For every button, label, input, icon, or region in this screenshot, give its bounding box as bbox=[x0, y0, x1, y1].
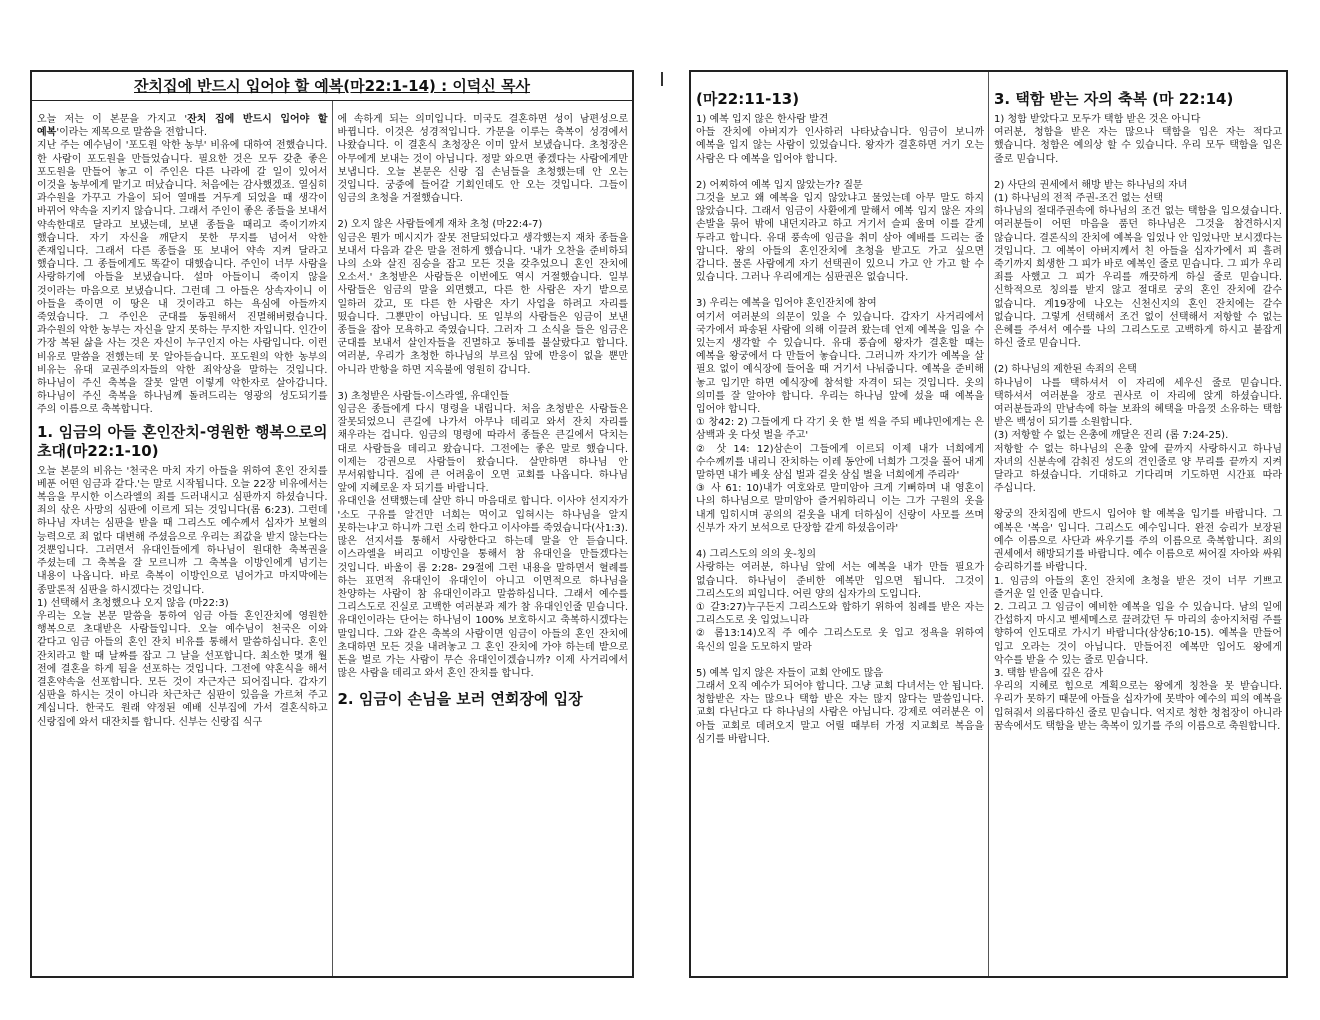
paragraph: 저항할 수 없는 하나님의 은총 앞에 끝까지 사랑하시고 하나님 자녀의 신분속에 감춰진 성도의 견인줄로 양 무리를 끝까지 지켜 달라고 하셨습니다. 기대하고 기다리며 기도하면 시간표 따라 주십니다. bbox=[994, 443, 1282, 495]
intro-text-b: '이라는 제목으로 말씀을 전합니다. bbox=[56, 127, 208, 139]
paragraph: 여기서 여러분의 의문이 있을 수 있습니다. 갑자기 사거리에서 국가에서 파송된 사람에 의해 이끌려 왔는데 언제 예복을 입을 수 있는지 생각할 수 있습니다. 유대 풍습에 왕자가 결혼할 때는 예복을 왕궁에서 다 만들어 놓습니다. 그러니까 자기가 예복을 살 필요 없이 예식장에 들어올 때 거기서 나눠줍니다. 예복을 준비해 놓고 입기만 하면 예식장에 참석할 자격이 되는 것입니다. 옷의 의미를 잘 알아야 합니다. 우리는 하나님 앞에 섰을 때 예복을 입어야 합니다. bbox=[696, 311, 984, 416]
paragraph: 3) 초청받은 사람들-이스라엘, 유대인들 bbox=[337, 390, 509, 402]
paragraph-gap bbox=[338, 205, 629, 218]
paragraph: 3) 우리는 예복을 입어야 혼인잔치에 참여 bbox=[696, 298, 877, 310]
paragraph: 우리의 지혜로 힘으로 계획으로는 왕에게 칭찬을 못 받습니다. 우리가 못하기 때문에 아들을 십자가에 못박아 예수의 피의 예복을 입혀줘서 의롭다하신 줄로 믿습니다. 억지로 청한 청첩장이 아니라 꿈속에서도 택함을 받는 축복이 있기를 주의 이름으로 축원합니다. bbox=[994, 681, 1282, 732]
paragraph: 사랑하는 여러분, 하나님 앞에 서는 예복을 내가 만들 필요가 없습니다. 하나님이 준비한 예복만 입으면 됩니다. 그것이 그리스도의 피입니다. 어린 양의 십자가의 도입니다. bbox=[696, 562, 984, 600]
paragraph: ② 삿 14: 12)삼손이 그들에게 이르되 이제 내가 너희에게 수수께끼를 내리니 잔치하는 이레 동안에 너희가 그것을 풀어 내게 말하면 내가 베옷 삼십 벌과 겉옷 삼십 벌을 너희에게 주리라' bbox=[696, 443, 984, 482]
paragraph: (3) 저항할 수 없는 은총에 깨달은 진리 (롬 7:24-25). bbox=[994, 430, 1229, 442]
paragraph: 4) 그리스도의 의의 옷-칭의 bbox=[696, 549, 817, 561]
intro-paragraph bbox=[37, 113, 328, 139]
page-divider bbox=[661, 72, 663, 86]
section-heading-1: 1. 임금의 아들 혼인잔치-영원한 행복으로의 초대(마22:1-10) bbox=[37, 422, 328, 460]
paragraph: 1. 임금의 아들의 혼인 잔치에 초청을 받은 것이 너무 기쁘고 즐거운 일 인줄 믿습니다. bbox=[994, 575, 1282, 600]
paragraph: 3. 택함 받음에 깊은 감사 bbox=[994, 667, 1104, 679]
paragraph: 2) 어찌하여 예복 입지 않았는가? 질문 bbox=[696, 179, 863, 191]
column-1 bbox=[32, 101, 332, 976]
paragraph: (1) 하나님의 전적 주권-조건 없는 선택 bbox=[994, 193, 1163, 205]
paragraph-gap bbox=[696, 654, 984, 667]
intro-bold-title: 잔치 집에 반드시 입어야 할 예복 bbox=[37, 114, 328, 139]
paragraph: 왕궁의 잔치집에 반드시 입어야 할 예복을 입기를 바랍니다. 그 예복은 '복음' 입니다. 그리스도 예수입니다. 완전 승리가 보장된 예수 이름으로 사단과 싸우기를 주의 이름으로 축복합니다. 죄의 권세에서 해방되기를 바랍니다. 예수 이름으로 써어질 자아와 싸워 승리하기를 바랍니다. bbox=[994, 509, 1282, 574]
sermon-title: 잔치집에 반드시 입어야 할 예복(마22:1-14) : 이덕신 목사 bbox=[32, 72, 632, 101]
paragraph: 지난 주는 예수님이 '포도원 악한 농부' 비유에 대하여 전했습니다. 한 사람이 포도원을 만들었습니다. 필요한 것은 모두 갖춘 좋은 포도원을 만들어 놓고 이 주인은 다른 나라에 갈 일이 있어서 이것을 농부에게 맡기고 떠났습니다. 처음에는 감사했겠죠. 열심히 과수원을 가꾸고 가을이 되어 열매를 거두게 되었을 때 생각이 바뀌어 약속을 지키지 않습니다. 그래서 주인이 좋은 종들을 보내서 약속한대로 달라고 보냈는데, 보낸 종들을 때리고 죽이기까지 했습니다. 자기 자신을 깨닫지 못한 무지를 넘어서 악한 존재입니다. 그래서 다른 종들을 또 보내어 약속 지켜 달라고 했습니다. 그 종들에게도 똑같이 대했습니다. 주인이 너무 사람을 사랑하기에 아들을 보냈습니다. 설마 아들이니 죽이지 않을 것이라는 마음으로 보냈습니다. 그런데 그 아들은 상속자이니 이 아들을 죽이면 이 땅은 내 것이라고 하는 욕심에 아들까지 죽였습니다. 그 주인은 군대를 동원해서 진멸해버렸습니다. 과수원의 악한 농부는 자신을 알지 못하는 무지한 자입니다. 인간이 가장 복된 삶을 사는 것은 자신이 누구인지 아는 사람입니다. 이런 비유로 말씀을 전했는데 못 알아듣습니다. 포도원의 악한 농부의 비유는 유대 교권주의자들의 악한 죄악상을 말하는 것입니다. 하나님이 주신 축복을 잘못 알면 이렇게 악한자로 살아갑니다. 하나님이 주신 축복을 하나님께 돌려드리는 영광의 성도되기를 주의 이름으로 축복합니다. bbox=[37, 140, 328, 416]
paragraph: 임금은 뭔가 메시지가 잘못 전달되었다고 생각했는지 재차 종들을 보내서 다음과 같은 말을 전하게 했습니다. '내가 오찬을 준비하되 나의 소와 살진 짐승을 잡고 모든 것을 갖추었으니 혼인 잔치에 오소서.' 초청받은 사람들은 이번에도 역시 거절했습니다. 일부 사람들은 임금의 말을 외면했고, 다른 한 사람은 자기 밭으로 일하러 갔고, 또 다른 한 사람은 자기 사업을 하려고 자리를 떴습니다. 그뿐만이 아닙니다. 또 일부의 사람들은 임금이 보낸 종들을 잡아 모욕하고 죽였습니다. 그러자 그 소식을 들은 임금은 군대를 보내서 살인자들을 진멸하고 동네를 불살랐다고 합니다. 여러분, 우리가 초청한 하나님의 부르심 앞에 반응이 없을 뿐만 아니라 반항을 하면 지옥불에 영원히 갑니다. bbox=[337, 232, 628, 376]
column-2 bbox=[332, 101, 633, 976]
intro-text-a: 오늘 저는 이 본문을 가지고 ' bbox=[37, 114, 188, 125]
paragraph: 유대인을 선택했는데 살만 하니 마음대로 합니다. 이사야 선지자가 '소도 구유를 알건만 너희는 먹이고 입혀시는 하나님을 알지 못하는냐'고 하니까 그런 소리 한다고 이사야를 죽였습니다(사1:3). 많은 선지서를 통해서 사랑한다고 하는데 말을 안 듣습니다. 이스라엘을 버리고 이방인을 통해서 참 유대인을 만들겠다는 것입니다. 바울이 롬 2:28- 29절에 그런 내용을 말하면서 혈례를 하는 표면적 유대인이 유대인이 아니고 이면적으로 하나님을 찬양하는 사람이 참 유대인이라고 말씀하십니다. 그래서 예수를 그리스도로 진실로 고백한 여러분과 제가 참 유대인인줄 믿습니다. 유대인이라는 단어는 하나님이 100% 보호하시고 축복하시겠다는 말입니다. 그와 같은 축복의 사람이면 임금이 아들의 혼인 잔치에 초대하면 모든 것을 내려놓고 그 혼인 잔치에 가야 하는데 밭으로 돈을 벌로 가는 사람이 무슨 유대인이겠습니까? 이제 사거리에서 많은 사람을 데리고 와서 혼인 잔치를 합니다. bbox=[337, 496, 628, 680]
paragraph-gap bbox=[338, 377, 629, 390]
paragraph: ① 갈3:27)누구든지 그리스도와 합하기 위하여 침례를 받은 자는 그리스도로 옷 입었느니라 bbox=[696, 601, 984, 627]
section-heading-2-ref: (마22:11-13) bbox=[696, 90, 800, 108]
paragraph: 에 속하게 되는 의미입니다. 미국도 결혼하면 성이 남편성으로 바뀝니다. 이것은 성경적입니다. 가문을 이루는 축복이 성경에서 나왔습니다. 이 결혼식 초청장은 이미 앞서 보냈습니다. 초청장은 아무에게 보내는 것이 아닙니다. 정말 와으면 좋겠다는 사람에게만 보냅니다. 오늘 본문은 신랑 집 손님들을 초청했는데 안 오는 것입니다. 궁중에 들어갈 기회인데도 안 오는 것입니다. 그들이 임금의 초청을 거절했습니다. bbox=[337, 114, 628, 205]
paragraph-gap bbox=[994, 495, 1282, 508]
paragraph: 하나님이 나를 택하셔서 이 자리에 세우신 줄로 믿습니다. 택하셔서 여러분을 장로 권사로 이 자리에 앉게 하셨습니다. 여러분들과의 만남속에 하늘 보좌의 혜택을 마음껏 소유하는 택함 받은 백성이 되기를 소원합니다. bbox=[994, 377, 1282, 429]
paragraph: 그것을 보고 왜 예복을 입지 않았냐고 물었는데 아무 말도 하지 않았습니다. 그래서 임금이 사환에게 말해서 예복 입지 않은 자의 손발을 묶어 밖에 내던지라고 하고 거기서 슬피 울며 이를 갈게 두라고 합니다. 유대 풍속에 임금을 취미 삼아 예배를 드리는 줄 압니다. 왕의 아들의 혼인잔치에 초청을 받고도 가고 싶으면 갑니다. 물론 사람에게 자기 선택권이 있으니 가고 안 가고 할 수 있습니다. 그러나 우리에게는 심판권은 없습니다. bbox=[696, 193, 984, 284]
section-heading-2: 2. 임금이 손님을 보러 연회장에 입장 bbox=[337, 690, 583, 709]
paragraph-gap bbox=[696, 166, 984, 179]
paragraph: 여러분, 청함을 받은 자는 많으나 택함을 입은 자는 적다고 했습니다. 청함은 예의상 할 수 있습니다. 우리 모두 택함을 입은 줄로 믿습니다. bbox=[994, 127, 1282, 165]
paragraph: 2) 오지 않은 사람들에게 재차 초청 (마22:4-7) bbox=[337, 219, 543, 231]
paragraph: 오늘 본문의 비유는 '천국은 마치 자기 아들을 위하여 혼인 잔치를 베푼 어떤 임금과 같다.'는 말로 시작됩니다. 오늘 22장 비유에서는 복음을 무시한 이스라엘의 죄를 드러내시고 심판까지 하셨습니다. 죄의 삯은 사망의 심판에 이르게 되는 것입니다(롬 6:23). 그런데 하나님 자녀는 심판을 받을 때 그리스도 예수께서 십자가 보혈의 능력으로 죄 없다 대변해 주셨음으로 우리는 죄값을 받지 않는다는 것뿐입니다. 그러면서 유대인들에게 하나님이 원대한 축복권을 주셨는데 그 축복을 잘 모르니까 그 축복을 이방인에게 넘기는 내용이 나옵니다. 바로 축복이 이방인으로 넘어가고 마지막에는 종말론적 심판을 하시겠다는 것입니다. bbox=[37, 465, 328, 596]
paragraph: 1) 청함 받았다고 모두가 택함 받은 것은 아니다 bbox=[994, 114, 1201, 125]
paragraph: 2) 사단의 권세에서 해방 받는 하나님의 자녀 bbox=[994, 179, 1188, 191]
paragraph: ① 창42: 2) 그들에게 다 각기 옷 한 벌 씩을 주되 베냐민에게는 은 삼백과 옷 다섯 벌을 주고' bbox=[696, 417, 984, 442]
paragraph-gap bbox=[994, 350, 1282, 363]
section-heading-3: 3. 택함 받는 자의 축복 (마 22:14) bbox=[994, 90, 1234, 108]
bulletin-page-right bbox=[689, 70, 1288, 978]
paragraph: 하나님의 절대주권속에 하나님의 조건 없는 택함을 입으셨습니다. 여러분들이 어떤 마음을 품던 하나님은 그것을 참견하시지 않습니다. 결론식의 잔치에 예복을 입었나 안 입었나만 보시겠다는 것입니다. 그 예복이 아버지께서 친 아들을 십자가에서 피 흘려 죽기까지 희생한 그 피가 바로 예복인 줄로 믿습니다. 그 피가 우리 죄를 사했고 그 피가 우리를 깨끗하게 하실 줄로 믿습니다. 신학적으로 칭의를 받지 않고 절대로 궁의 혼인 잔치에 갈수 없습니다. 계19장에 나오는 신천신지의 혼인 잔치에는 갈수 없습니다. 그렇게 선택해서 조건 없이 선택해서 저항할 수 없는 은혜를 주셔서 예수를 나의 그리스도로 고백하게 하시고 붙잡게 하신 줄로 믿습니다. bbox=[994, 206, 1282, 350]
paragraph-gap bbox=[696, 535, 984, 548]
paragraph: 2. 그리고 그 임금이 예비한 예복을 입을 수 있습니다. 남의 일에 간섭하지 마시고 벧세메스로 끌려갔던 두 마리의 송아지처럼 주를 향하여 인도대로 가시기 바랍니다(삼상6;10-15). 예복을 만들어 입고 오라는 것이 아닙니다. 만들어진 예복만 입어도 왕에게 악수를 받을 수 있는 줄로 믿습니다. bbox=[994, 601, 1282, 666]
paragraph: 아들 잔치에 아버지가 인사하러 나타났습니다. 임금이 보니까 예복을 입지 않는 사람이 있었습니다. 왕자가 결혼하면 거기 오는 사람은 다 예복을 입어야 합니다. bbox=[696, 127, 984, 165]
paragraph: 우리는 오늘 본문 말씀을 통하여 임금 아들 혼인잔치에 영원한 행복으로 초대받은 사람들입니다. 오늘 예수님이 천국은 이와 같다고 임금 아들의 혼인 잔치 비유를 통해서 말씀하십니다. 혼인 잔치라고 할 때 날짜를 잡고 그 날을 선포합니다. 최소한 몇개 월 전에 결혼을 하게 됨을 선포하는 것입니다. 그전에 약혼식을 해서 결혼약속을 선포합니다. 모든 것이 자근자근 되어집니다. 갑자기 심판을 하시는 것이 아니라 차근차근 심판이 있음을 가르쳐 주고 계십니다. 한국도 원래 약정된 예배 신부집에 가서 결혼식하고 신랑집에 와서 대잔치를 합니다. 신부는 신랑집 식구 bbox=[37, 610, 328, 728]
column-3 bbox=[691, 72, 988, 976]
paragraph: ② 롬13:14)오직 주 예수 그리스도로 옷 입고 정욕을 위하여 육신의 일을 도모하지 말라 bbox=[696, 628, 984, 653]
bulletin-page-left bbox=[30, 70, 634, 978]
paragraph: ③ 사 61: 10)내가 여호와로 말미암아 크게 기뻐하며 내 영혼이 나의 하나님으로 말미암아 즐거워하리니 이는 그가 구원의 옷을 내게 입히시며 공의의 겉옷을 내게 더하심이 신랑이 사모를 쓰며 신부가 자기 보석으로 단장함 같게 하셨음이라' bbox=[696, 483, 984, 534]
column-4 bbox=[988, 72, 1286, 976]
paragraph: 1) 선택해서 초청했으나 오지 않음 (마22:3) bbox=[37, 597, 229, 609]
paragraph-gap bbox=[994, 166, 1282, 179]
paragraph: (2) 하나님의 제한된 속죄의 은택 bbox=[994, 364, 1137, 376]
paragraph: 그래서 오직 예수가 되어야 합니다. 그냥 교회 다녀서는 안 됩니다. 청함받은 자는 많으나 택함 받은 자는 많지 않다는 말씀입니다. 교회 다닌다고 다 하나님의 사람은 아닙니다. 강제로 여러분은 이 아들 교회로 데려오지 말고 어릴 때부터 가정 지교회로 복음을 심기를 바랍니다. bbox=[696, 680, 984, 745]
paragraph: 임금은 종들에게 다시 명령을 내립니다. 처음 초청받은 사람들은 잘못되었으니 큰길에 나가서 아무나 데리고 와서 잔치 자리를 채우라는 겁니다. 임금의 명령에 따라서 종들은 큰길에서 닥치는 대로 사람들을 데리고 왔습니다. 그전에는 좋은 말로 했습니다. 이제는 강권으로 사람들이 왔습니다. 살만하면 하나님 안 무서워합니다. 집에 큰 어려움이 오면 교회를 나옵니다. 하나님 앞에 지혜로운 자 되기를 바랍니다. bbox=[337, 404, 628, 495]
paragraph: 5) 예복 입지 않은 자들이 교회 안에도 많음 bbox=[696, 667, 884, 679]
paragraph: 1) 예복 입지 않은 한사람 발견 bbox=[696, 114, 829, 125]
paragraph-gap bbox=[696, 284, 984, 297]
